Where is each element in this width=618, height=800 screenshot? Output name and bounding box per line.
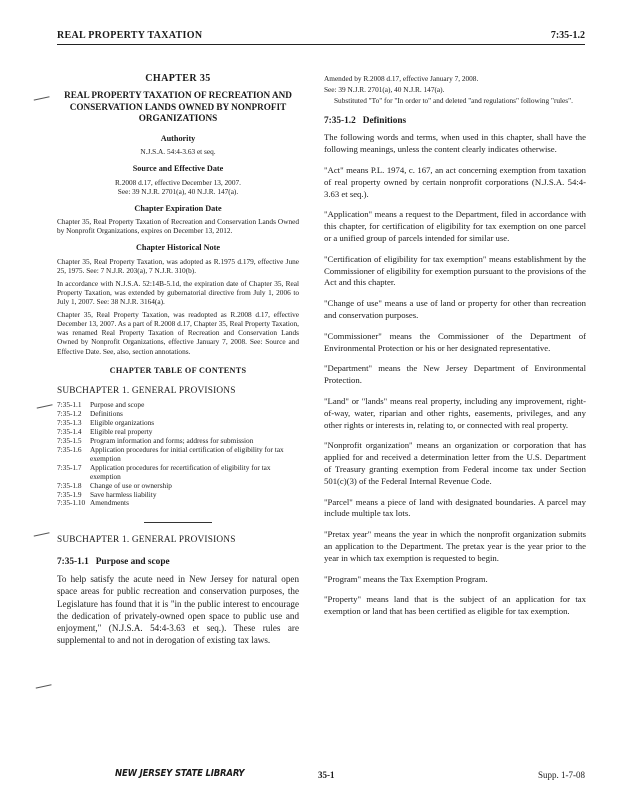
toc-number: 7:35-1.2 bbox=[57, 409, 82, 419]
toc-number: 7:35-1.4 bbox=[57, 427, 82, 437]
definition: "Commissioner" means the Commissioner of the Department of Environmental Protection or his or her designated representative. bbox=[324, 330, 586, 353]
section-heading bbox=[57, 557, 299, 567]
toc-item[interactable] bbox=[57, 464, 299, 482]
expiration-text: Chapter 35, Real Property Taxation of Recreation and Conservation Lands Owned by Nonprofit Organizations, expires on December 13, 2012. bbox=[57, 217, 299, 236]
source-text: See: 39 N.J.R. 2701(a), 40 N.J.R. 147(a). bbox=[117, 186, 239, 196]
toc-title: Eligible real property bbox=[90, 427, 153, 437]
toc-number: 7:35-1.6 bbox=[57, 445, 82, 454]
left-column bbox=[57, 74, 299, 653]
margin-mark bbox=[34, 678, 51, 688]
history-note: Chapter 35, Real Property Taxation, was adopted as R.1975 d.179, effective June 25, 1975. See: 7 N.J.R. 203(a), 7 N.J.R. 310(b). bbox=[57, 256, 299, 275]
amendment-note: Substituted "To" for "In order to" and deleted "and regulations" following "rules". bbox=[334, 96, 573, 105]
margin-mark bbox=[35, 398, 52, 408]
toc-title: Amendments bbox=[90, 498, 129, 508]
header-section: 7:35-1.2 bbox=[550, 30, 585, 41]
margin-mark bbox=[32, 90, 49, 100]
toc-title: Purpose and scope bbox=[90, 400, 145, 410]
history-note: Chapter 35, Real Property Taxation, was readopted as R.2008 d.17, effective December 13, 2007. As a part of R.2008 d.17, Chapter 35, Real Property Taxation, was renamed Real Property Taxation of Recreation and Conservation Lands Owned by Nonprofit Organizations, effective January 7, 2008. See: Source and Effective Date. See, also, section annotations. bbox=[57, 310, 299, 356]
toc-title: Change of use or ownership bbox=[90, 480, 172, 490]
definition: "Department" means the New Jersey Department of Environmental Protection. bbox=[324, 363, 586, 386]
toc-item[interactable] bbox=[57, 499, 299, 508]
library-stamp-logo: NEW JERSEY STATE LIBRARY bbox=[115, 768, 245, 779]
page-number: 35-1 bbox=[318, 770, 335, 780]
expiration-heading: Chapter Expiration Date bbox=[134, 203, 222, 213]
definition: "Application" means a request to the Department, filed in accordance with this chapter, for certification of eligibility for tax exemption on one parcel or a unified group of parcels intended for similar use. bbox=[324, 209, 586, 243]
margin-mark bbox=[32, 526, 49, 536]
definitions-intro: The following words and terms, when used in this chapter, shall have the following meanings, unless the content clearly indicates otherwise. bbox=[324, 132, 586, 155]
purpose-paragraph: To help satisfy the acute need in New Jersey for natural open space areas for public recreation and conservation purposes, the Legislature has found that it is "in the public interest to encourage the dedication of privately-owned open space to public use and enjoyment," (N.J.S.A. 54:4-3.63 et seq.). These rules are supplemental to and not in derogation of existing tax laws. bbox=[57, 574, 299, 646]
toc-number: 7:35-1.1 bbox=[57, 400, 82, 410]
toc-title: Program information and forms; address for submission bbox=[90, 436, 254, 446]
toc-number: 7:35-1.3 bbox=[57, 418, 82, 428]
definition: "Parcel" means a piece of land with designated boundaries. A parcel may include multiple tax lots. bbox=[324, 496, 586, 519]
right-column bbox=[324, 74, 586, 627]
amendment-note: See: 39 N.J.R. 2701(a), 40 N.J.R. 147(a). bbox=[324, 85, 445, 94]
toc-title: Eligible organizations bbox=[90, 418, 155, 428]
section-number: 7:35-1.1 bbox=[57, 556, 89, 567]
toc-title: Definitions bbox=[90, 409, 123, 419]
supplement-date: Supp. 1-7-08 bbox=[538, 770, 585, 780]
section-number: 7:35-1.2 bbox=[324, 116, 356, 126]
definition: "Property" means land that is the subject of an application for tax exemption or land that has been certified as eligible for tax exemption. bbox=[324, 594, 586, 617]
history-note: In accordance with N.J.S.A. 52:14B-5.1d, the expiration date of Chapter 35, Real Property Taxation, was extended by gubernatorial directive from July 1, 2006 to July 1, 2007. See: 38 N.J.R. 3164(a). bbox=[57, 278, 299, 307]
toc-number: 7:35-1.9 bbox=[57, 489, 82, 499]
definition: "Land" or "lands" means real property, including any improvement, right-of-way, water, riparian and other rights, easements, privileges, and any other rights or interests in, relating to, or connected with real property. bbox=[324, 395, 586, 430]
toc-heading: CHAPTER TABLE OF CONTENTS bbox=[109, 365, 247, 375]
toc-number: 7:35-1.7 bbox=[57, 462, 82, 472]
definition: "Act" means P.L. 1974, c. 167, an act concerning exemption from taxation of real property owned by certain nonprofit corporations (N.J.S.A. 54:4-3.63 et seq.). bbox=[324, 165, 586, 199]
section-title: Definitions bbox=[362, 116, 407, 126]
history-heading: Chapter Historical Note bbox=[136, 243, 220, 253]
definition: "Certification of eligibility for tax exemption" means establishment by the Commissioner of eligibility for exemption pursuant to the provisions of the Act and this chapter. bbox=[324, 253, 586, 288]
chapter-number: CHAPTER 35 bbox=[145, 73, 211, 84]
header-rule bbox=[57, 44, 585, 45]
toc-number: 7:35-1.8 bbox=[57, 480, 82, 490]
chapter-title: REAL PROPERTY TAXATION OF RECREATION AND CONSERVATION LANDS OWNED BY NONPROFIT ORGANIZATIONS bbox=[64, 90, 292, 124]
toc-title: Save harmless liability bbox=[90, 489, 157, 499]
running-header bbox=[57, 30, 585, 44]
authority-heading: Authority bbox=[160, 133, 196, 143]
definition: "Pretax year" means the year in which the nonprofit organization submits an application to the Department. The pretax year is the year prior to the year in which tax exemption is requested to begin. bbox=[324, 529, 586, 563]
source-text: R.2008 d.17, effective December 13, 2007. bbox=[115, 177, 241, 187]
section-title: Purpose and scope bbox=[95, 556, 170, 567]
definition: "Change of use" means a use of land or property for other than recreation and conservation purposes. bbox=[324, 298, 586, 320]
subchapter-heading: SUBCHAPTER 1. GENERAL PROVISIONS bbox=[57, 535, 236, 546]
amendment-note: Amended by R.2008 d.17, effective January 7, 2008. bbox=[324, 74, 479, 83]
toc-title: Application procedures for initial certification of eligibility for tax exemption bbox=[90, 445, 284, 463]
definition: "Nonprofit organization" means an organization or corporation that has applied for and received a determination letter from the U.S. Department of Treasury granting exemption from Federal income tax under Section 501(c)(3) of the Federal Internal Revenue Code. bbox=[324, 440, 586, 486]
authority-text: N.J.S.A. 54:4-3.63 et seq. bbox=[140, 147, 216, 157]
toc-subchapter: SUBCHAPTER 1. GENERAL PROVISIONS bbox=[57, 386, 236, 397]
section-heading bbox=[324, 116, 586, 126]
table-of-contents bbox=[57, 401, 299, 508]
toc-title: Application procedures for recertification of eligibility for tax exemption bbox=[90, 462, 271, 481]
toc-item[interactable] bbox=[57, 446, 299, 464]
definition: "Program" means the Tax Exemption Program. bbox=[324, 573, 488, 584]
header-title: REAL PROPERTY TAXATION bbox=[57, 30, 203, 41]
toc-number: 7:35-1.5 bbox=[57, 436, 82, 446]
section-divider bbox=[144, 522, 212, 523]
source-heading: Source and Effective Date bbox=[132, 164, 224, 174]
toc-number: 7:35-1.10 bbox=[57, 498, 86, 508]
